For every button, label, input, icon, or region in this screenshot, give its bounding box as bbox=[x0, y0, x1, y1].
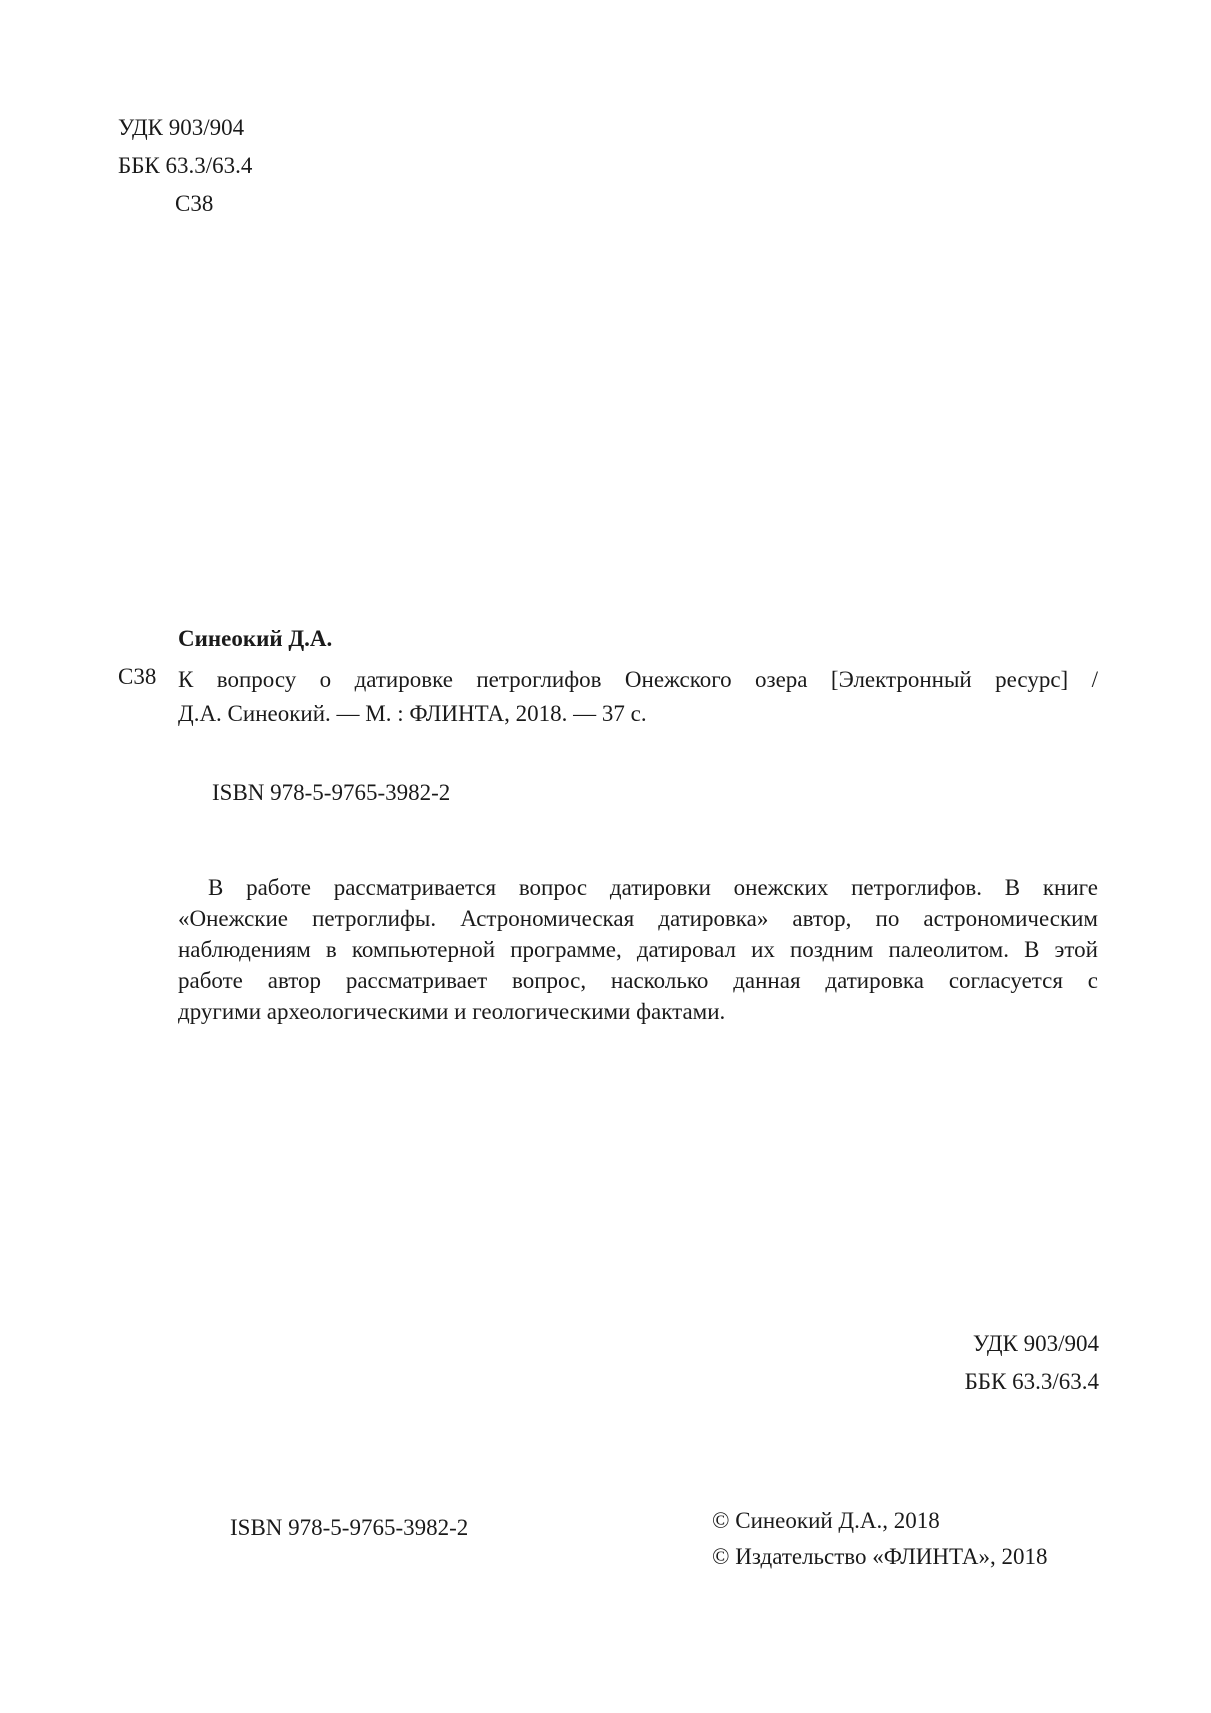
footer-classification bbox=[965, 1325, 1099, 1401]
entry-line: Д.А. Синеокий. — М. : ФЛИНТА, 2018. — 37 с. bbox=[178, 701, 647, 726]
abstract-line: «Онежские петроглифы. Астрономическая датировка» автор, по астрономическим bbox=[178, 906, 1098, 931]
abstract-line: работе автор рассматривает вопрос, насколько данная датировка согласуется с bbox=[178, 968, 1098, 993]
header-udk: УДК 903/904 bbox=[118, 115, 245, 140]
copyright bbox=[712, 1503, 1048, 1575]
bibliographic-entry bbox=[178, 663, 1098, 731]
entry-author: Синеокий Д.А. bbox=[178, 626, 333, 651]
abstract-line: В работе рассматривается вопрос датировки онежских петроглифов. В книге bbox=[208, 875, 1098, 900]
entry-author-code: С38 bbox=[118, 664, 157, 689]
footer-udk: УДК 903/904 bbox=[972, 1331, 1099, 1356]
entry-line: К вопросу о датировке петроглифов Онежского озера [Электронный ресурс] / bbox=[178, 667, 1098, 692]
footer-isbn: ISBN 978-5-9765-3982-2 bbox=[230, 1515, 469, 1540]
copyright-line: © Синеокий Д.А., 2018 bbox=[712, 1508, 940, 1533]
abstract bbox=[178, 872, 1098, 1027]
abstract-line: наблюдениям в компьютерной программе, датировал их поздним палеолитом. В этой bbox=[178, 937, 1098, 962]
copyright-line: © Издательство «ФЛИНТА», 2018 bbox=[712, 1544, 1048, 1569]
footer-bbk: ББК 63.3/63.4 bbox=[964, 1369, 1099, 1394]
header-bbk: ББК 63.3/63.4 bbox=[118, 153, 253, 178]
abstract-line: другими археологическими и геологическими фактами. bbox=[178, 999, 726, 1024]
isbn: ISBN 978-5-9765-3982-2 bbox=[212, 780, 451, 805]
header-author-code: С38 bbox=[175, 191, 214, 216]
